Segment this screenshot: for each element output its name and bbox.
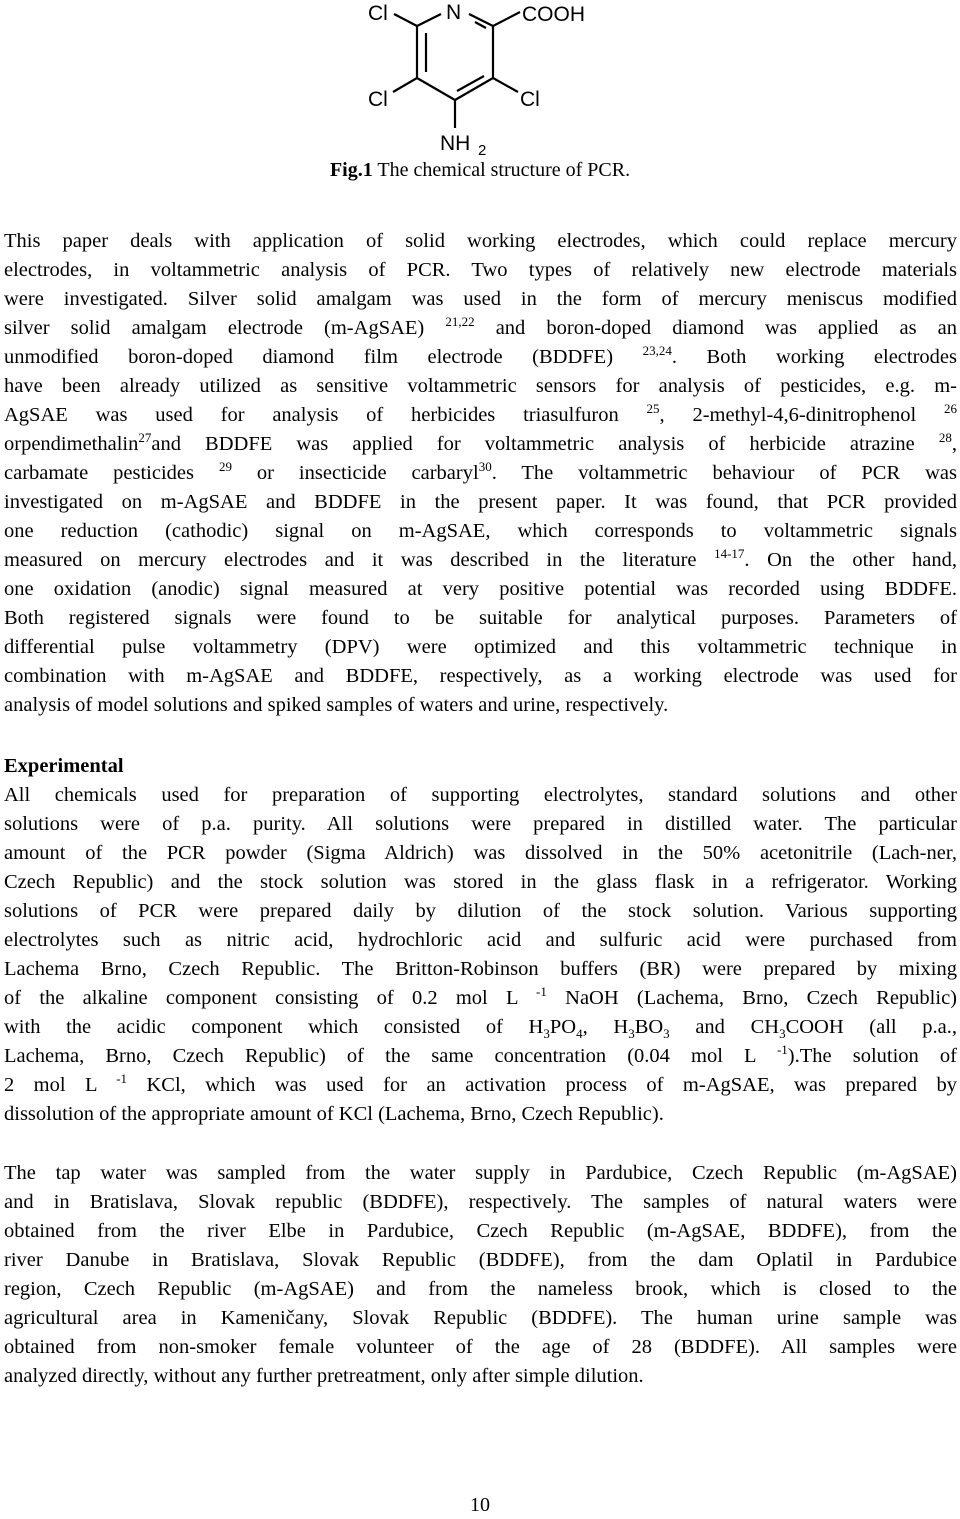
text-line: with the acidic component which consisted of $H_3PO_4$, $H_3BO_3$ and $CH_3COOH$ (all p.a., bbox=[4, 1016, 957, 1042]
amino-subscript: 2 bbox=[478, 142, 487, 159]
pcr-structure-drawing bbox=[330, 0, 630, 160]
citation-superscript: 27 bbox=[138, 430, 152, 446]
text-line: differential pulse voltammetry (DPV) were optimized and this voltammetric technique in bbox=[4, 636, 957, 658]
text-line: have been already utilized as sensitive voltammetric sensors for analysis of pesticides, e.g. m- bbox=[4, 375, 957, 397]
text-line: The tap water was sampled from the water supply in Pardubice, Czech Republic (m-AgSAE) bbox=[4, 1162, 957, 1184]
pcr-chemical-structure bbox=[330, 0, 630, 160]
text-line: All chemicals used for preparation of supporting electrolytes, standard solutions and other bbox=[4, 784, 957, 806]
text-line: carbamate pesticides $^{29}$ or insecticide carbaryl$^{30}$. The voltammetric behaviour of PCR was bbox=[4, 459, 957, 484]
section-heading: Experimental bbox=[4, 755, 124, 777]
text-line: obtained from non-smoker female volunteer of the age of 28 (BDDFE). All samples were bbox=[4, 1336, 957, 1358]
text-line: investigated on m-AgSAE and BDDFE in the present paper. It was found, that PCR provided bbox=[4, 491, 957, 513]
chemical-subscript: 3 bbox=[628, 1026, 635, 1042]
experimental-lines bbox=[4, 781, 957, 1129]
text-line: unmodified boron-doped diamond film electrode (BDDFE) $^{23,24}$. Both working electrodes bbox=[4, 343, 957, 368]
citation-superscript: -1 bbox=[776, 1042, 788, 1058]
text-line: electrolytes such as nitric acid, hydrochloric acid and sulfuric acid were purchased from bbox=[4, 929, 957, 951]
text-line: analysis of model solutions and spiked samples of waters and urine, respectively. bbox=[4, 694, 669, 716]
citation-superscript: 14-17 bbox=[714, 546, 745, 562]
chemical-subscript: 4 bbox=[576, 1026, 583, 1042]
text-line: solutions were of p.a. purity. All solutions were prepared in distilled water. The particular bbox=[4, 813, 957, 835]
citation-superscript: 25 bbox=[646, 401, 660, 417]
text-line: AgSAE was used for analysis of herbicides triasulfuron $^{25}$, 2-methyl-4,6-dinitrophenol $^{26}$ bbox=[4, 401, 957, 426]
text-line: obtained from the river Elbe in Pardubice, Czech Republic (m-AgSAE, BDDFE), from the bbox=[4, 1220, 957, 1242]
text-line: region, Czech Republic (m-AgSAE) and from the nameless brook, which is closed to the bbox=[4, 1278, 957, 1300]
samples-paragraph bbox=[4, 1159, 957, 1391]
text-line: 2 mol L $^{-1}$ KCl, which was used for an activation process of m-AgSAE, was prepared by bbox=[4, 1071, 957, 1096]
intro-lines bbox=[4, 227, 957, 720]
figure-label: Fig.1 bbox=[329, 159, 373, 181]
text-line: measured on mercury electrodes and it was described in the literature $^{14-17}$. On the other hand, bbox=[4, 546, 957, 571]
nitrogen-label: N bbox=[446, 1, 462, 24]
page-number: 10 bbox=[470, 1494, 490, 1516]
citation-superscript: 30 bbox=[478, 459, 492, 475]
text-line: analyzed directly, without any further pretreatment, only after simple dilution. bbox=[4, 1365, 644, 1387]
chlorine-label: Cl bbox=[520, 88, 540, 111]
text-line: Lachema, Brno, Czech Republic) of the same concentration (0.04 mol L $^{-1}$).The solution of bbox=[4, 1042, 957, 1067]
text-line: Both registered signals were found to be suitable for analytical purposes. Parameters of bbox=[4, 607, 957, 629]
text-line: agricultural area in Kameničany, Slovak Republic (BDDFE). The human urine sample was bbox=[4, 1307, 957, 1329]
text-line: orpendimethalin$^{27}$and BDDFE was applied for voltammetric analysis of herbicide atrazine $^{28}$, bbox=[4, 430, 957, 455]
text-line: Lachema Brno, Czech Republic. The Britton-Robinson buffers (BR) were prepared by mixing bbox=[4, 958, 957, 980]
text-line: amount of the PCR powder (Sigma Aldrich) was dissolved in the 50% acetonitrile (Lach-ner, bbox=[4, 842, 957, 864]
samples-lines bbox=[4, 1159, 957, 1391]
citation-superscript: 21,22 bbox=[445, 314, 475, 330]
text-line: This paper deals with application of solid working electrodes, which could replace mercury bbox=[4, 230, 957, 252]
text-line: were investigated. Silver solid amalgam was used in the form of mercury meniscus modified bbox=[4, 288, 957, 310]
text-line: one oxidation (anodic) signal measured at very positive potential was recorded using BDDFE. bbox=[4, 578, 957, 600]
citation-superscript: -1 bbox=[536, 984, 547, 1000]
text-line: solutions of PCR were prepared daily by dilution of the stock solution. Various supporting bbox=[4, 900, 957, 922]
carboxyl-label: COOH bbox=[522, 3, 585, 26]
amino-label: NH bbox=[440, 132, 471, 155]
citation-superscript: 29 bbox=[218, 459, 232, 475]
text-line: dissolution of the appropriate amount of KCl (Lachema, Brno, Czech Republic). bbox=[4, 1103, 664, 1125]
text-line: combination with m-AgSAE and BDDFE, respectively, as a working electrode was used for bbox=[4, 665, 957, 687]
chemical-subscript: 3 bbox=[779, 1026, 786, 1042]
chlorine-label: Cl bbox=[368, 88, 388, 111]
text-line: one reduction (cathodic) signal on m-AgSAE, which corresponds to voltammetric signals bbox=[4, 520, 957, 542]
figure-caption bbox=[0, 156, 960, 184]
citation-superscript: 26 bbox=[944, 401, 957, 417]
text-line: silver solid amalgam electrode (m-AgSAE) $^{21,22}$ and boron-doped diamond was applied as an bbox=[4, 314, 957, 339]
text-line: and in Bratislava, Slovak republic (BDDFE), respectively. The samples of natural waters were bbox=[4, 1191, 957, 1213]
experimental-section bbox=[4, 752, 957, 1129]
intro-paragraph bbox=[4, 227, 957, 720]
chemical-subscript: 3 bbox=[663, 1026, 670, 1042]
citation-superscript: 28 bbox=[938, 430, 952, 446]
caption-text: The chemical structure of PCR. bbox=[372, 159, 631, 181]
chlorine-label: Cl bbox=[368, 2, 388, 25]
citation-superscript: -1 bbox=[116, 1071, 128, 1087]
text-line: electrodes, in voltammetric analysis of PCR. Two types of relatively new electrode materials bbox=[4, 259, 957, 281]
text-line: river Danube in Bratislava, Slovak Republic (BDDFE), from the dam Oplatil in Pardubice bbox=[4, 1249, 957, 1271]
text-line: Czech Republic) and the stock solution was stored in the glass flask in a refrigerator. Working bbox=[4, 871, 957, 893]
citation-superscript: 23,24 bbox=[642, 343, 672, 359]
text-line: of the alkaline component consisting of 0.2 mol L $^{-1}$ NaOH (Lachema, Brno, Czech Republic) bbox=[4, 984, 957, 1009]
chemical-subscript: 3 bbox=[543, 1026, 550, 1042]
